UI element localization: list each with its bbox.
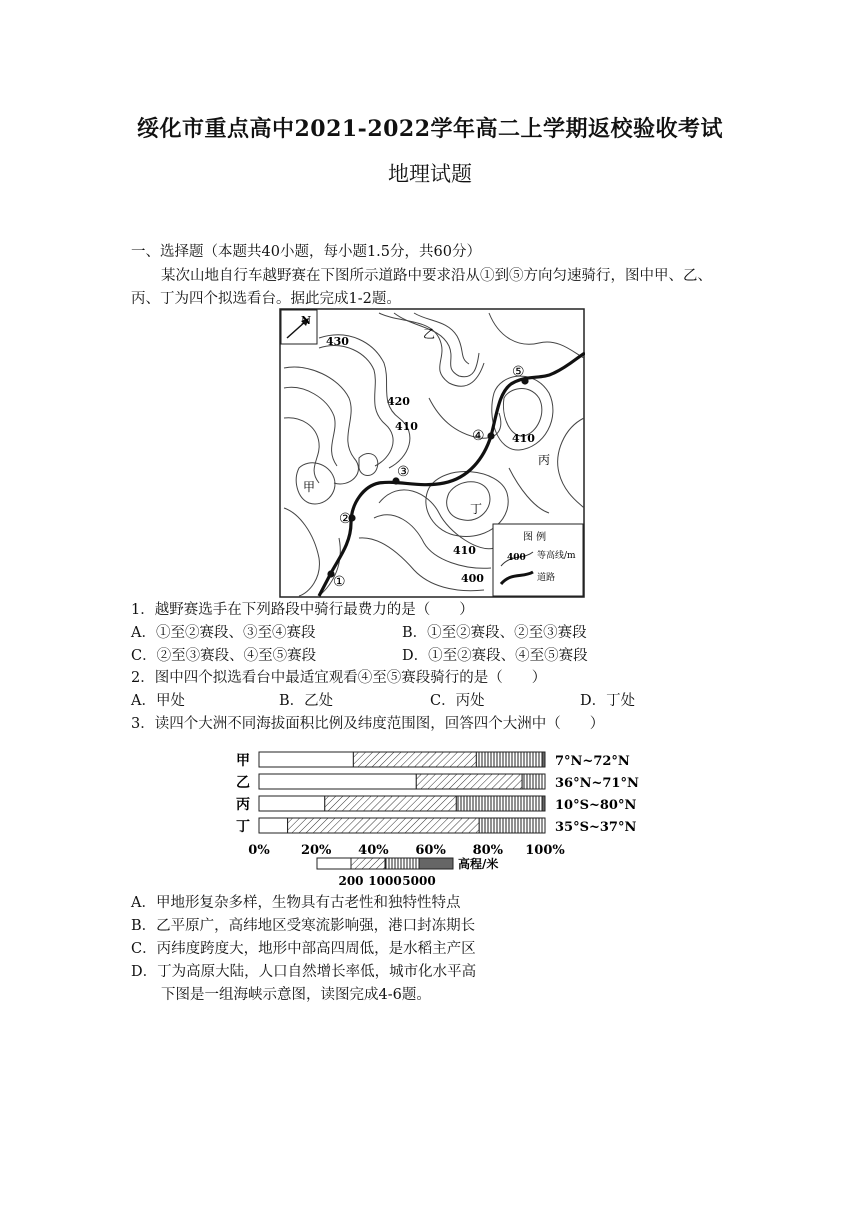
legend-title: 图 例 (523, 532, 547, 543)
q3-option-a: A．甲地形复杂多样，生物具有古老性和独特性特点 (131, 895, 461, 911)
q3-option-b: B．乙平原广，高纬地区受寒流影响强，港口封冻期长 (131, 918, 476, 934)
category-label-2: 丙 (236, 797, 250, 813)
exam-title: 绥化市重点高中2021-2022学年高二上学期返校验收考试 (136, 116, 724, 142)
point-1-label: ① (333, 574, 346, 590)
site-yi: 乙 (423, 327, 436, 341)
contour-label-410b: 410 (512, 432, 535, 445)
contour-label-410c: 410 (453, 544, 476, 557)
bar-0-seg-3 (542, 752, 545, 767)
bar-3-seg-1 (288, 818, 480, 833)
contour-label-430: 430 (326, 335, 349, 348)
q2-stem: 2．图中四个拟选看台中最适宜观看④至⑤赛段骑行的是（ ） (131, 670, 547, 686)
category-label-1: 乙 (236, 775, 250, 791)
legend-tick-2: 5000 (402, 874, 436, 888)
bar-0-seg-1 (353, 752, 476, 767)
q1-option-b: B．①至②赛段、②至③赛段 (402, 625, 587, 641)
bar-2-seg-2 (456, 796, 542, 811)
contour-label-410a: 410 (395, 420, 418, 433)
q2-option-c: C．丙处 (430, 693, 485, 709)
q3-stem: 3．读四个大洲不同海拔面积比例及纬度范围图，回答四个大洲中（ ） (131, 716, 605, 732)
legend-swatch-2 (385, 858, 419, 869)
latitude-label-3: 35°S~37°N (555, 820, 637, 835)
x-tick-0: 0% (248, 843, 270, 858)
site-bing: 丙 (538, 453, 551, 467)
q2-option-b: B．乙处 (279, 693, 334, 709)
map-legend (493, 524, 583, 596)
latitude-label-0: 7°N~72°N (555, 754, 630, 769)
next-intro: 下图是一组海峡示意图，读图完成4-6题。 (161, 987, 431, 1003)
category-label-3: 丁 (236, 819, 250, 835)
legend-contour-label: 等高线/m (537, 551, 576, 561)
q2-option-d: D．丁处 (580, 693, 636, 709)
site-ding: 丁 (470, 502, 483, 516)
point-3-label: ③ (397, 464, 410, 480)
bar-2-seg-1 (325, 796, 457, 811)
exam-subtitle: 地理试题 (388, 162, 472, 186)
site-jia: 甲 (303, 480, 316, 494)
intro-line-1: 某次山地自行车越野赛在下图所示道路中要求沿从①到⑤方向匀速骑行，图中甲、乙、 (161, 268, 712, 284)
x-tick-4: 80% (472, 843, 504, 858)
bar-3-seg-0 (259, 818, 288, 833)
legend-tick-1: 1000 (368, 874, 402, 888)
legend-tick-0: 200 (338, 874, 364, 888)
bar-0-seg-0 (259, 752, 353, 767)
intro-line-2: 丙、丁为四个拟选看台。据此完成1-2题。 (131, 291, 401, 307)
latitude-label-1: 36°N~71°N (555, 776, 639, 791)
q1-option-c: C．②至③赛段、④至⑤赛段 (131, 648, 317, 664)
q1-stem: 1．越野赛选手在下列路段中骑行最费力的是（ ） (131, 602, 474, 618)
bar-1-seg-1 (416, 774, 522, 789)
q1-option-a: A．①至②赛段、③至④赛段 (131, 625, 316, 641)
legend-contour-value: 400 (507, 553, 526, 563)
latitude-label-2: 10°S~80°N (555, 798, 637, 813)
contour-label-400: 400 (461, 572, 484, 585)
legend-swatch-3 (419, 858, 453, 869)
x-tick-2: 40% (358, 843, 389, 858)
bar-1-seg-2 (522, 774, 545, 789)
point-2-label: ② (339, 511, 352, 527)
bar-0-seg-2 (476, 752, 542, 767)
q3-option-d: D．丁为高原大陆，人口自然增长率低，城市化水平高 (131, 964, 477, 980)
x-tick-1: 20% (300, 843, 332, 858)
x-tick-3: 60% (415, 843, 446, 858)
q3-option-c: C．丙纬度跨度大，地形中部高四周低，是水稻主产区 (131, 941, 476, 957)
legend-swatch-0 (317, 858, 351, 869)
point-4-label: ④ (472, 428, 485, 444)
q1-option-d: D．①至②赛段、④至⑤赛段 (402, 648, 588, 664)
legend-unit-label: 高程/米 (458, 857, 499, 871)
bar-2-seg-0 (259, 796, 325, 811)
category-label-0: 甲 (236, 753, 250, 769)
legend-swatch-1 (351, 858, 385, 869)
q2-option-a: A．甲处 (131, 693, 185, 709)
point-5-label: ⑤ (512, 364, 525, 380)
bar-1-seg-0 (259, 774, 416, 789)
contour-map (279, 308, 585, 598)
bar-3-seg-2 (479, 818, 545, 833)
contour-label-420: 420 (387, 395, 410, 408)
bar-2-seg-3 (542, 796, 545, 811)
x-tick-5: 100% (525, 843, 565, 858)
altitude-chart (232, 744, 652, 890)
section-heading: 一、选择题（本题共40小题，每小题1.5分，共60分） (131, 244, 481, 260)
legend-road-label: 道路 (537, 573, 556, 583)
north-label: N (301, 314, 312, 327)
